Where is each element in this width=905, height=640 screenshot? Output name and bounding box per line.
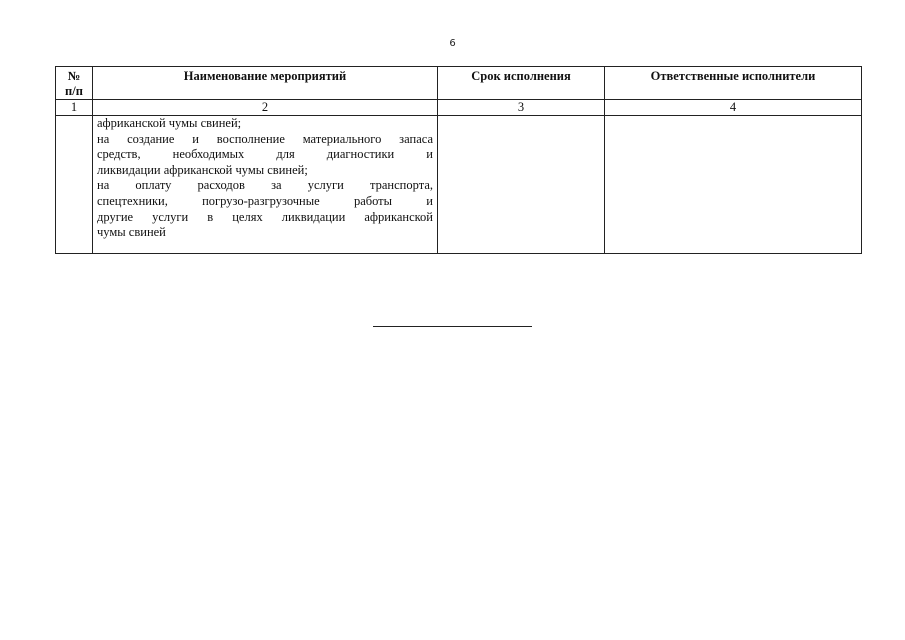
measure-line: на создание и восполнение материального запаса xyxy=(97,131,433,146)
column-number: 2 xyxy=(93,100,438,116)
header-number xyxy=(56,67,93,100)
measure-line: средств, необходимых для диагностики и xyxy=(97,147,433,162)
column-number: 4 xyxy=(605,100,862,116)
measure-line: спецтехники, погрузо-разгрузочные работы и xyxy=(97,193,433,208)
measures-table xyxy=(55,66,862,254)
measure-line: на оплату расходов за услуги транспорта, xyxy=(97,178,433,193)
column-number: 1 xyxy=(56,100,93,116)
header-measures: Наименование мероприятий xyxy=(93,67,438,100)
deadline-cell xyxy=(438,116,605,254)
measures-cell xyxy=(93,116,438,254)
header-deadline: Срок исполнения xyxy=(438,67,605,100)
row-index-cell xyxy=(56,116,93,254)
measure-line: африканской чумы свиней; xyxy=(97,116,242,130)
measure-line: чумы свиней xyxy=(97,225,166,240)
column-number-row xyxy=(56,100,862,116)
measure-line: другие услуги в целях ликвидации африканской xyxy=(97,209,433,224)
header-number-symbol: № xyxy=(67,69,81,83)
column-number: 3 xyxy=(438,100,605,116)
header-responsible: Ответственные исполнители xyxy=(605,67,862,100)
measure-line: ликвидации африканской чумы свиней; xyxy=(97,162,308,177)
page-number: 6 xyxy=(449,38,456,49)
table-header-row xyxy=(56,67,862,100)
table-row xyxy=(56,116,862,254)
end-of-document-rule xyxy=(373,326,532,327)
responsible-cell xyxy=(605,116,862,254)
header-number-abbr: п/п xyxy=(65,84,83,98)
